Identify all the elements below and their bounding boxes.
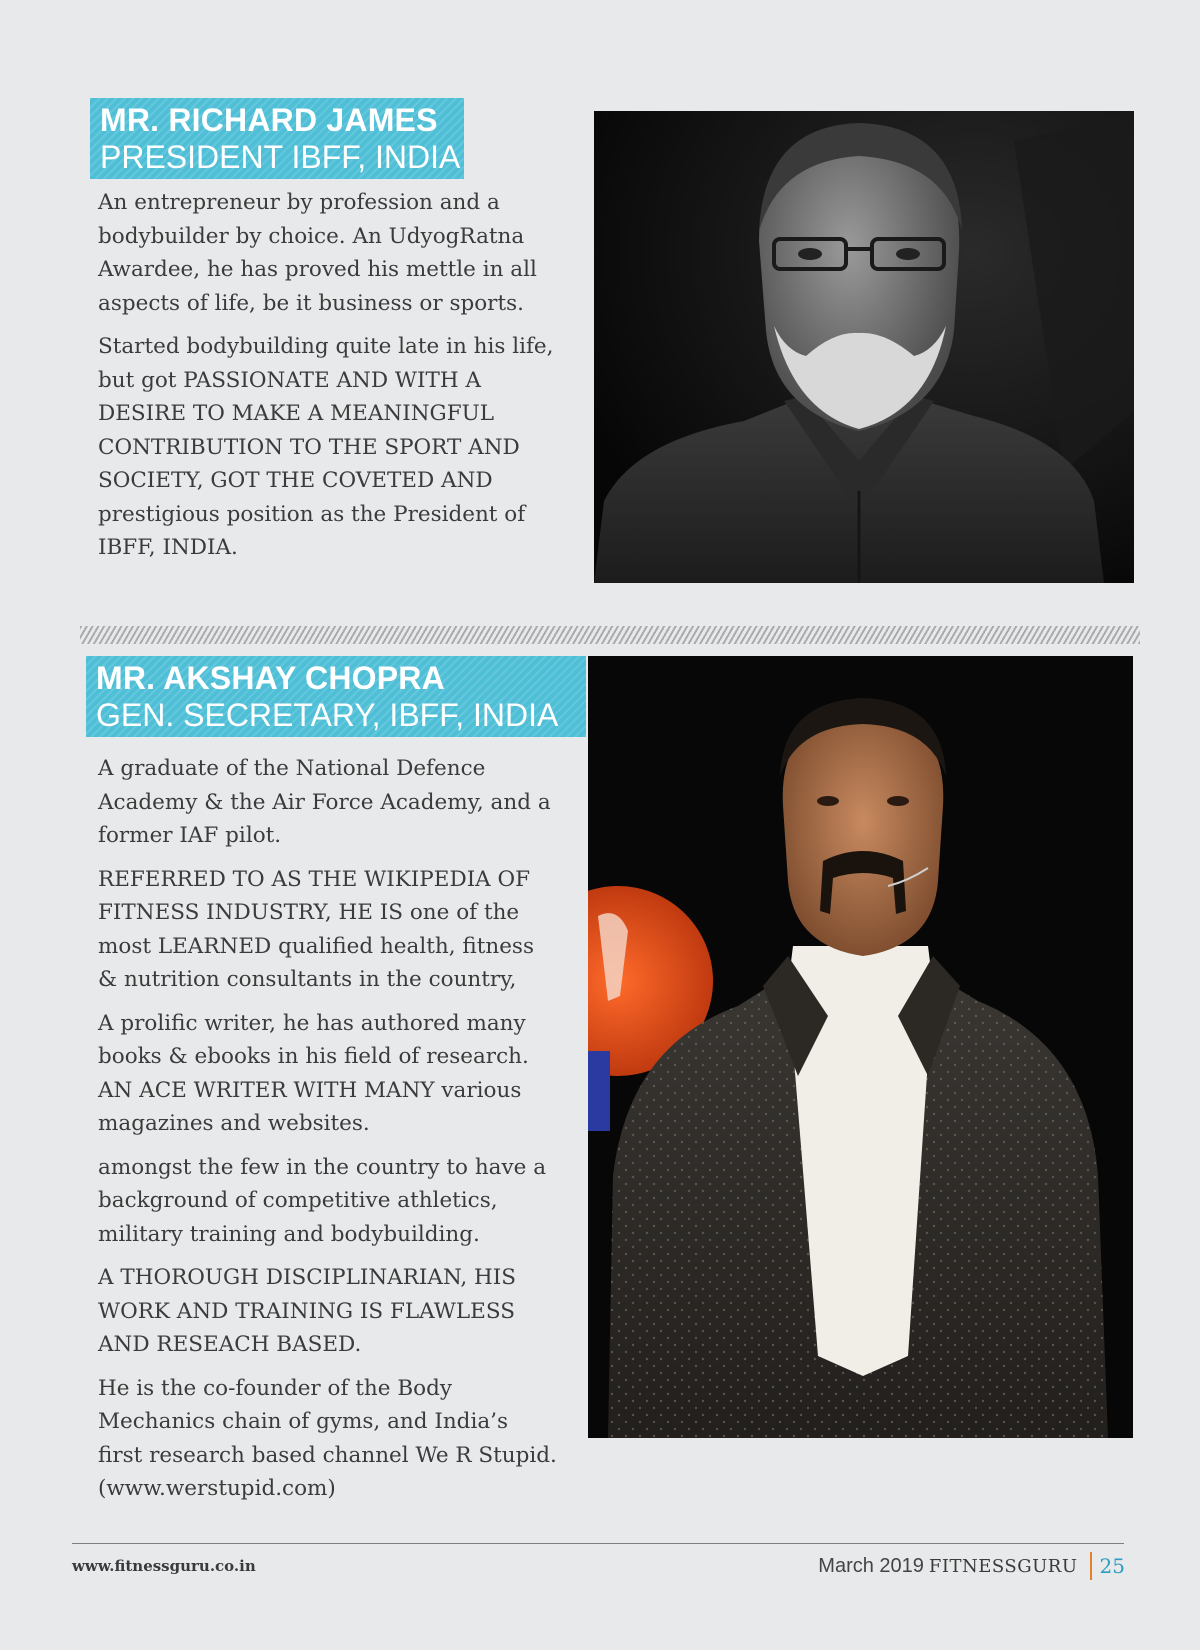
profile-2-paragraph: A prolific writer, he has authored many books & ebooks in his field of research. AN ACE WRITER WITH MANY various magazines and websites. (98, 1010, 529, 1136)
magazine-name: FITNESSGURU (928, 1555, 1078, 1577)
footer-info (818, 1552, 1125, 1580)
profile-1-bio (98, 186, 558, 575)
profile-2-bio (98, 752, 558, 1516)
profile-1-name: MR. RICHARD JAMES (100, 102, 438, 138)
profile-2-name: MR. AKSHAY CHOPRA (96, 660, 445, 696)
profile-2-paragraph: A THOROUGH DISCIPLINARIAN, HIS WORK AND TRAINING IS FLAWLESS AND RESEACH BASED. (98, 1265, 517, 1357)
page-number: 25 (1099, 1554, 1125, 1578)
profile-2-paragraph: A graduate of the National Defence Academy & the Air Force Academy, and a former IAF pilot. (98, 756, 551, 848)
section-divider (80, 626, 1140, 644)
footer-rule (72, 1543, 1124, 1544)
profile-1-role: PRESIDENT IBFF, INDIA (100, 138, 461, 175)
issue-date: March 2019 (818, 1554, 924, 1577)
profile-2-paragraph: REFERRED TO AS THE WIKIPEDIA OF FITNESS INDUSTRY, HE IS one of the most LEARNED qualified health, fitness & nutrition consultants in the country, (98, 866, 534, 992)
footer-website[interactable]: www.fitnessguru.co.in (72, 1557, 256, 1575)
footer-separator (1090, 1552, 1092, 1580)
profile-2-title-box (86, 656, 586, 737)
profile-2-paragraph: amongst the few in the country to have a background of competitive athletics, military training and bodybuilding. (98, 1154, 547, 1247)
profile-2-photo (588, 656, 1133, 1438)
profile-1-photo (594, 111, 1134, 583)
profile-2-role: GEN. SECRETARY, IBFF, INDIA (96, 696, 559, 733)
profile-1-title-box (90, 98, 464, 179)
profile-2-paragraph: He is the co-founder of the Body Mechanics chain of gyms, and India’s first research based channel We R Stupid. (www.werstupid.com) (98, 1375, 557, 1501)
profile-1-paragraph: An entrepreneur by profession and a bodybuilder by choice. An UdyogRatna Awardee, he has proved his mettle in all aspects of life, be it business or sports. (98, 190, 537, 316)
profile-1-paragraph: Started bodybuilding quite late in his life, but got PASSIONATE AND WITH A DESIRE TO MAKE A MEANINGFUL CONTRIBUTION TO THE SPORT AND SOCIETY, GOT THE COVETED AND prestigious position as the President of IBFF, INDIA. (98, 334, 554, 560)
